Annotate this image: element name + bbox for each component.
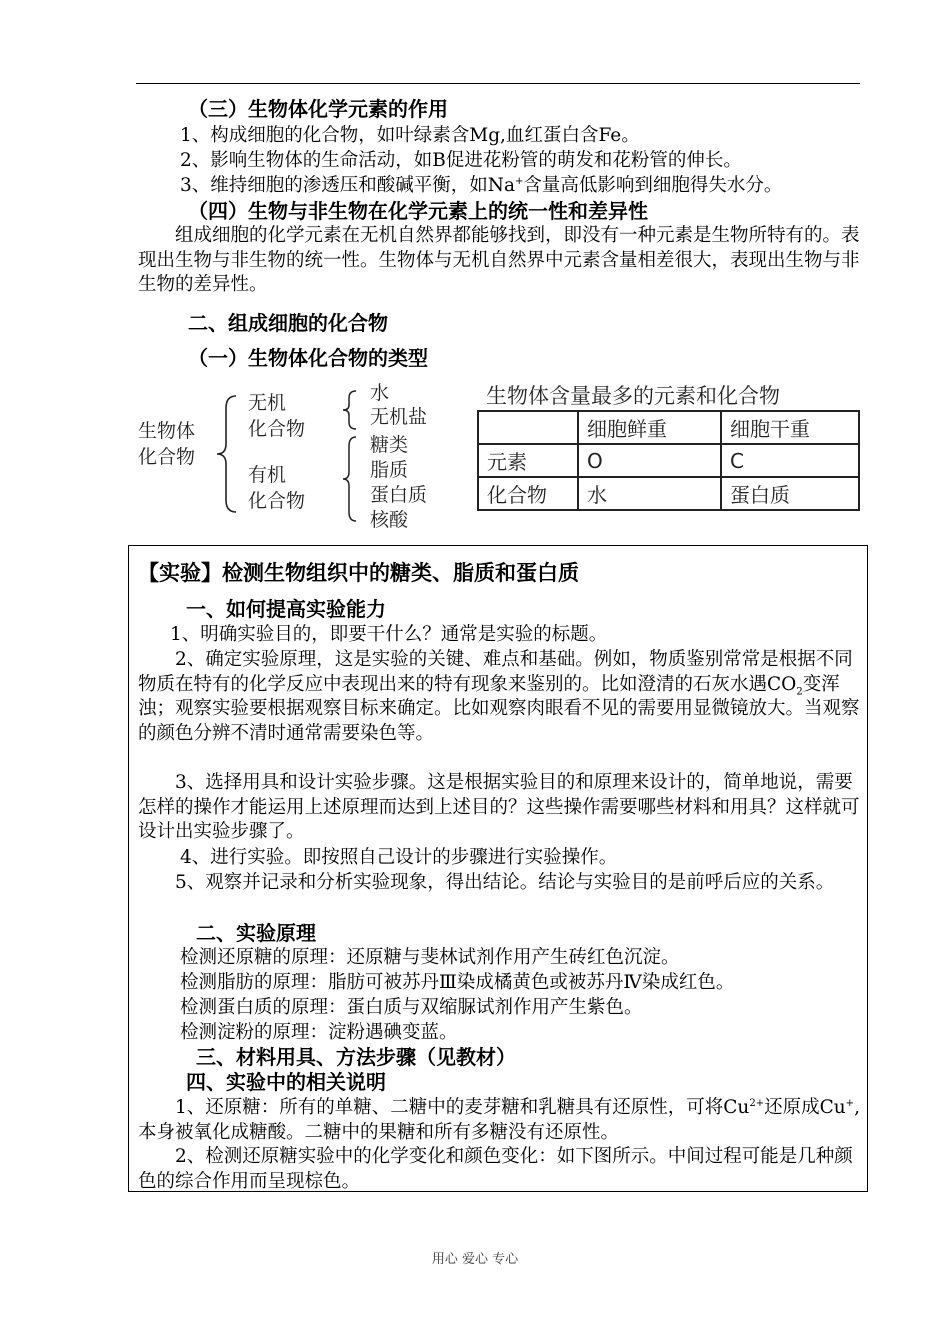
note-1: 1、还原糖：所有的单糖、二糖中的麦芽糖和乳糖具有还原性，可将$Cu^{2+}$还原成Cu+,本身被氧化成糖酸。二糖中的果糖和所有多糖没有还原性。 <box>138 1097 860 1143</box>
part2-title: 二、组成细胞的化合物 <box>188 311 388 335</box>
diagram-organic: 有机 化合物 <box>248 464 306 512</box>
table-header-cell: 细胞干重 <box>721 411 859 444</box>
diagram-root: 生物体 化合物 <box>138 420 196 468</box>
experiment-h3: 三、材料用具、方法步骤（见教材） <box>196 1045 516 1069</box>
header-rule <box>136 83 860 84</box>
diagram-inorganic-brace <box>338 388 362 432</box>
experiment-h2: 二、实验原理 <box>196 921 316 945</box>
principle-4: 检测淀粉的原理：淀粉遇碘变蓝。 <box>180 1022 458 1043</box>
diagram-inorganic: 无机 化合物 <box>248 392 306 440</box>
table-header-cell: 细胞鲜重 <box>578 411 721 444</box>
diagram-main-brace <box>212 392 242 517</box>
experiment-h1: 一、如何提高实验能力 <box>186 597 386 621</box>
principle-1: 检测还原糖的原理：还原糖与斐林试剂作用产生砖红色沉淀。 <box>180 947 680 968</box>
table-caption: 生物体含量最多的元素和化合物 <box>486 384 780 408</box>
table-cell: 蛋白质 <box>721 477 859 510</box>
table-header-cell <box>478 411 578 444</box>
experiment-p3: 3、选择用具和设计实验步骤。这是根据实验目的和原理来设计的，简单地说，需要怎样的操作才能运用上述原理而达到上述目的？这些操作需要哪些材料和用具？这样就可设计出实验步骤了。 <box>138 772 860 842</box>
table-header-row <box>478 411 859 444</box>
section3-item1: 1、构成细胞的化合物，如叶绿素含Mg,血红蛋白含Fe。 <box>180 125 640 146</box>
table-cell: 化合物 <box>478 477 578 510</box>
section3-item3: 3、维持细胞的渗透压和酸碱平衡，如Na+含量高低影响到细胞得失水分。 <box>180 175 783 196</box>
table-cell: 水 <box>578 477 721 510</box>
section4-title: （四）生物与非生物在化学元素上的统一性和差异性 <box>188 199 648 223</box>
diagram-inorganic-items: 水 无机盐 <box>370 382 428 428</box>
table-cell: O <box>578 444 721 477</box>
composition-table <box>477 410 860 511</box>
part2-subtitle: （一）生物体化合物的类型 <box>188 346 428 370</box>
page-footer: 用心 爱心 专心 <box>431 1252 519 1267</box>
experiment-title: 【实验】检测生物组织中的糖类、脂质和蛋白质 <box>138 561 579 585</box>
note-2: 2、检测还原糖实验中的化学变化和颜色变化：如下图所示。中间过程可能是几种颜色的综合作用而呈现棕色。 <box>138 1146 853 1192</box>
table-row <box>478 444 859 477</box>
section3-item2: 2、影响生物体的生命活动，如B促进花粉管的萌发和花粉管的伸长。 <box>180 150 742 171</box>
diagram-organic-brace <box>338 434 362 524</box>
section3-title: （三）生物体化学元素的作用 <box>188 97 448 121</box>
experiment-p2: 2、确定实验原理，这是实验的关键、难点和基础。例如，物质鉴别常常是根据不同物质在特有的化学反应中表现出来的特有现象来鉴别的。比如澄清的石灰水遇$CO_2$变浑浊；观察实验要根据观察目标来确定。比如观察肉眼看不见的需要用显微镜放大。当观察的颜色分辨不清时通常需要染色等。 <box>138 649 860 744</box>
diagram-organic-items: 糖类 脂质 蛋白质 核酸 <box>370 434 428 531</box>
experiment-h4: 四、实验中的相关说明 <box>186 1070 386 1094</box>
table-cell: 元素 <box>478 444 578 477</box>
principle-2: 检测脂肪的原理：脂肪可被苏丹Ⅲ染成橘黄色或被苏丹Ⅳ染成红色。 <box>180 972 735 993</box>
principle-3: 检测蛋白质的原理：蛋白质与双缩脲试剂作用产生紫色。 <box>180 997 643 1018</box>
section4-paragraph: 组成细胞的化学元素在无机自然界都能够找到，即没有一种元素是生物所特有的。表现出生物与非生物的统一性。生物体与无机自然界中元素含量相差很大，表现出生物与非生物的差异性。 <box>138 225 860 295</box>
table-row <box>478 477 859 510</box>
experiment-p4: 4、进行实验。即按照自己设计的步骤进行实验操作。 <box>180 847 618 868</box>
table-cell: C <box>721 444 859 477</box>
experiment-p5: 5、观察并记录和分析实验现象，得出结论。结论与实验目的是前呼后应的关系。 <box>175 872 835 893</box>
experiment-p1: 1、明确实验目的，即要干什么？通常是实验的标题。 <box>170 624 608 645</box>
